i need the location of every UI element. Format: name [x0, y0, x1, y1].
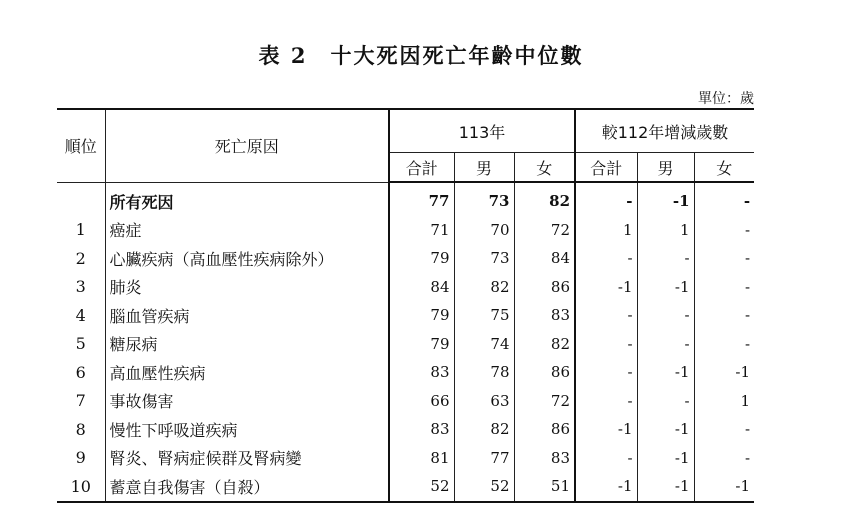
rank-cell: 6 [57, 358, 105, 387]
total-cell: 84 [389, 273, 454, 302]
header-sub-change-female: 女 [694, 153, 754, 183]
rank-cell: 2 [57, 244, 105, 273]
table-row [57, 244, 754, 273]
header-sub-female: 女 [514, 153, 575, 183]
total-cell: 66 [389, 387, 454, 416]
female-cell: 51 [514, 472, 575, 502]
change-male-cell: - [637, 301, 694, 330]
table-title: 表 2 十大死因死亡年齡中位數 [258, 43, 584, 68]
rank-cell: 4 [57, 301, 105, 330]
male-cell: 82 [454, 415, 514, 444]
change-male-cell: - [637, 244, 694, 273]
male-cell: 63 [454, 387, 514, 416]
male-cell: 78 [454, 358, 514, 387]
total-cell: 83 [389, 358, 454, 387]
rank-cell: 7 [57, 387, 105, 416]
change-female-cell: - [744, 220, 751, 239]
header-sub-male: 男 [454, 153, 514, 183]
change-female-cell: -1 [735, 477, 751, 496]
male-cell: 70 [454, 216, 514, 245]
cause-cell: 事故傷害 [105, 387, 389, 416]
change-total-cell: - [575, 387, 637, 416]
table-row [57, 273, 754, 302]
male-cell: 82 [454, 273, 514, 302]
change-male-cell: - [637, 330, 694, 359]
female-cell: 84 [514, 244, 575, 273]
female-cell: 86 [514, 415, 575, 444]
change-female-cell: - [744, 334, 751, 353]
male-cell: 73 [454, 182, 514, 216]
change-female-cell: 1 [740, 391, 751, 410]
change-male-cell: 1 [637, 216, 694, 245]
male-cell: 74 [454, 330, 514, 359]
total-cell: 83 [389, 415, 454, 444]
rank-cell: 8 [57, 415, 105, 444]
table-row [57, 472, 754, 502]
header-sub-change-male: 男 [637, 153, 694, 183]
header-cause: 死亡原因 [105, 109, 389, 182]
header-rank: 順位 [57, 109, 105, 182]
total-cell: 71 [389, 216, 454, 245]
change-total-cell: - [575, 244, 637, 273]
rank-cell: 9 [57, 444, 105, 473]
change-female-cell: - [744, 277, 751, 296]
male-cell: 52 [454, 472, 514, 502]
change-male-cell: -1 [637, 415, 694, 444]
male-cell: 73 [454, 244, 514, 273]
change-total-cell: 1 [575, 216, 637, 245]
change-total-cell: - [575, 444, 637, 473]
cause-cell: 腎炎、腎病症候群及腎病變 [105, 444, 389, 473]
female-cell: 72 [514, 216, 575, 245]
total-cell: 79 [389, 301, 454, 330]
cause-cell: 癌症 [105, 216, 389, 245]
change-total-cell: - [575, 182, 637, 216]
cause-cell: 心臟疾病（高血壓性疾病除外） [105, 244, 389, 273]
cause-cell: 糖尿病 [105, 330, 389, 359]
female-cell: 72 [514, 387, 575, 416]
table-row [57, 301, 754, 330]
rank-cell [57, 182, 105, 216]
change-male-cell: -1 [637, 273, 694, 302]
rank-cell: 3 [57, 273, 105, 302]
female-cell: 82 [514, 330, 575, 359]
table-row [57, 444, 754, 473]
change-male-cell: - [637, 387, 694, 416]
change-total-cell: - [575, 330, 637, 359]
change-male-cell: -1 [637, 358, 694, 387]
male-cell: 75 [454, 301, 514, 330]
total-cell: 77 [389, 182, 454, 216]
change-female-cell: - [744, 448, 751, 467]
female-cell: 86 [514, 358, 575, 387]
table-row [57, 358, 754, 387]
female-cell: 83 [514, 444, 575, 473]
cause-cell: 蓄意自我傷害（自殺） [105, 472, 389, 502]
unit-label: 單位：歲 [698, 91, 754, 107]
rank-cell: 10 [57, 472, 105, 502]
cause-cell: 肺炎 [105, 273, 389, 302]
table-row [57, 387, 754, 416]
change-total-cell: -1 [575, 273, 637, 302]
table-body [57, 182, 754, 502]
total-cell: 79 [389, 330, 454, 359]
change-male-cell: -1 [637, 472, 694, 502]
change-male-cell: -1 [637, 444, 694, 473]
change-total-cell: - [575, 358, 637, 387]
cause-cell: 腦血管疾病 [105, 301, 389, 330]
female-cell: 82 [514, 182, 575, 216]
header-sub-change-total: 合計 [575, 153, 637, 183]
total-cell: 79 [389, 244, 454, 273]
female-cell: 86 [514, 273, 575, 302]
rank-cell: 5 [57, 330, 105, 359]
table-row [57, 415, 754, 444]
male-cell: 77 [454, 444, 514, 473]
total-cell: 81 [389, 444, 454, 473]
median-age-table [57, 108, 754, 503]
header-group-year: 113年 [389, 109, 575, 153]
cause-cell: 慢性下呼吸道疾病 [105, 415, 389, 444]
change-total-cell: -1 [575, 472, 637, 502]
change-female-cell: -1 [735, 363, 751, 382]
cause-cell: 所有死因 [105, 182, 389, 216]
female-cell: 83 [514, 301, 575, 330]
header-group-change: 較112年增減歲數 [575, 109, 754, 153]
total-cell: 52 [389, 472, 454, 502]
table-row-total [57, 182, 754, 216]
table-row [57, 330, 754, 359]
change-female-cell: - [744, 306, 751, 325]
table-row [57, 216, 754, 245]
change-total-cell: - [575, 301, 637, 330]
rank-cell: 1 [57, 216, 105, 245]
change-female-cell: - [744, 249, 751, 268]
cause-cell: 高血壓性疾病 [105, 358, 389, 387]
change-female-cell: - [744, 420, 751, 439]
header-sub-total: 合計 [389, 153, 454, 183]
change-female-cell: - [743, 192, 751, 211]
change-total-cell: -1 [575, 415, 637, 444]
change-male-cell: -1 [637, 182, 694, 216]
